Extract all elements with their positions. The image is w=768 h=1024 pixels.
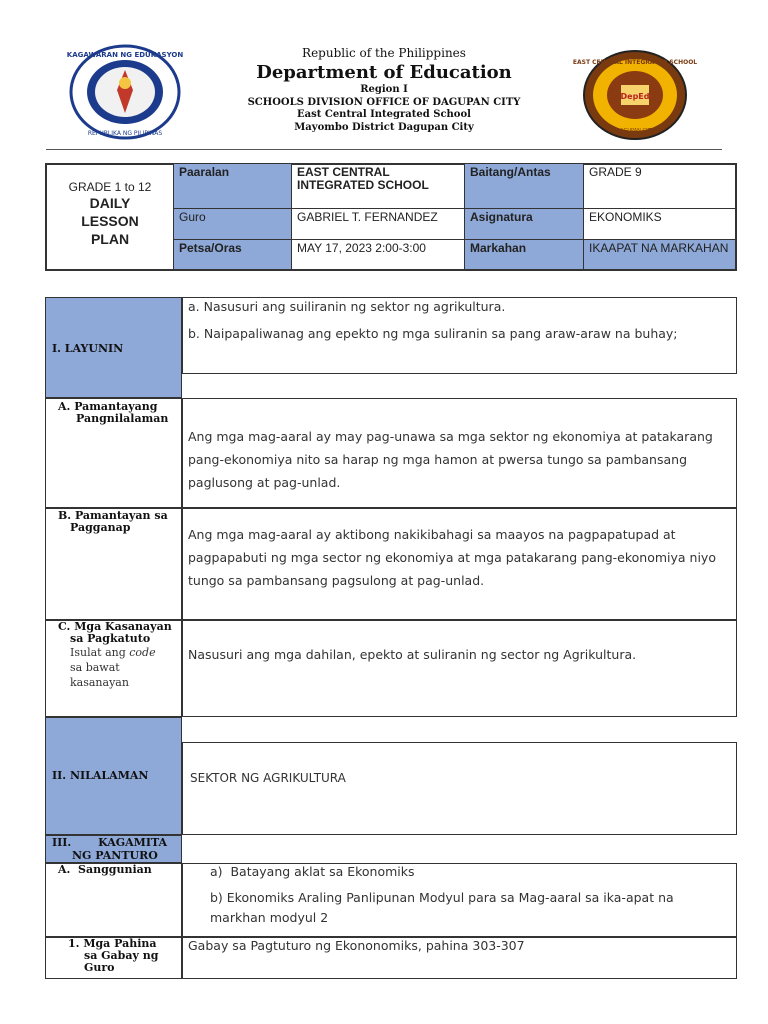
a-label-2: Pangnilalaman bbox=[76, 412, 169, 425]
nilalaman-text: SEKTOR NG AGRIKULTURA bbox=[190, 771, 346, 785]
pahina-label-3: Guro bbox=[84, 961, 115, 974]
dlp-title-3: PLAN bbox=[90, 231, 130, 247]
department-title: Department of Education bbox=[256, 62, 512, 83]
kagamitan-label-2: NG PANTURO bbox=[72, 849, 158, 862]
svg-text:DepEd: DepEd bbox=[620, 92, 650, 101]
b-label-1: B. Pamantayan sa bbox=[58, 509, 168, 522]
division-line: SCHOOLS DIVISION OFFICE OF DAGUPAN CITY bbox=[247, 97, 521, 108]
guro-label: Guro bbox=[173, 208, 291, 239]
school-line: East Central Integrated School bbox=[297, 109, 471, 120]
b-label-2: Pagganap bbox=[70, 521, 131, 534]
sanggunian-a: a) Batayang aklat sa Ekonomiks bbox=[210, 864, 415, 879]
c-label-2: sa Pagkatuto bbox=[70, 632, 151, 645]
republic-line: Republic of the Philippines bbox=[302, 46, 466, 60]
grade-range: GRADE 1 to 12 bbox=[68, 180, 152, 194]
layunin-b: b. Naipapaliwanag ang epekto ng mga suliranin sa pang araw-araw na buhay; bbox=[188, 326, 678, 341]
svg-text:REPUBLIKA NG PILIPINAS: REPUBLIKA NG PILIPINAS bbox=[87, 130, 163, 137]
petsa-value: MAY 17, 2023 2:00-3:00 bbox=[291, 239, 464, 269]
c-note-code: code bbox=[129, 646, 156, 659]
nilalaman-label: II. NILALAMAN bbox=[52, 769, 149, 782]
c-label-1: C. Mga Kasanayan bbox=[58, 620, 172, 633]
asignatura-value: EKONOMIKS bbox=[583, 208, 735, 239]
c-note-3: kasanayan bbox=[70, 676, 129, 689]
region-line: Region I bbox=[360, 84, 408, 95]
markahan-value: IKAAPAT NA MARKAHAN bbox=[583, 239, 735, 269]
b-text: Ang mga mag-aaral ay aktibong nakikibahagi sa maayos na pagpapatupad at pagpapabuti ng mga sector ng ekonomiya at mga patakarang pang-ekonomiya niyo tungo sa pambansang pagsulong at pag-unlad. bbox=[188, 527, 716, 588]
petsa-label: Petsa/Oras bbox=[173, 239, 291, 269]
a-text: Ang mga mag-aaral ay may pag-unawa sa mga sektor ng ekonomiya at patakarang pang-ekonomiya nito sa harap ng mga hamon at pwersa tungo sa pambansang paglusong at pag-unlad. bbox=[188, 429, 713, 490]
asignatura-label: Asignatura bbox=[464, 208, 583, 239]
c-note-2: sa bawat bbox=[70, 661, 120, 674]
deped-logo bbox=[66, 45, 184, 137]
c-note bbox=[70, 645, 156, 690]
pahina-text: Gabay sa Pagtuturo ng Ekononomiks, pahina 303-307 bbox=[188, 938, 525, 953]
dlp-title-2: LESSON bbox=[81, 213, 139, 229]
markahan-label: Markahan bbox=[464, 239, 583, 269]
c-text-box bbox=[182, 620, 737, 717]
layunin-label: I. LAYUNIN bbox=[52, 342, 124, 355]
c-note-1: Isulat ang bbox=[70, 646, 126, 659]
paaralan-label: Paaralan bbox=[173, 164, 291, 208]
svg-text:EAST CENTRAL INTEGRATED SCHOOL: EAST CENTRAL INTEGRATED SCHOOL bbox=[572, 59, 698, 66]
district-line: Mayombo District Dagupan City bbox=[294, 122, 474, 133]
baitang-label: Baitang/Antas bbox=[464, 164, 583, 208]
header-divider bbox=[46, 149, 722, 150]
school-logo bbox=[572, 50, 698, 140]
layunin-a: a. Nasusuri ang suiliranin ng sektor ng agrikultura. bbox=[188, 299, 506, 314]
pahina-label-1: 1. Mga Pahina bbox=[68, 937, 157, 950]
sanggunian-b: b) Ekonomiks Araling Panlipunan Modyul para sa Mag-aaral sa ika-apat na markhan modyul 2 bbox=[210, 890, 674, 925]
sanggunian-label: A. Sanggunian bbox=[58, 863, 152, 876]
pahina-label-2: sa Gabay ng bbox=[84, 949, 159, 962]
a-label-1: A. Pamantayang bbox=[58, 400, 158, 413]
guro-value: GABRIEL T. FERNANDEZ bbox=[291, 208, 464, 239]
dlp-title-1: DAILY bbox=[89, 195, 131, 211]
paaralan-value: EAST CENTRAL INTEGRATED SCHOOL bbox=[291, 164, 464, 208]
c-text: Nasusuri ang mga dahilan, epekto at suliranin ng sector ng Agrikultura. bbox=[188, 647, 637, 662]
kagamitan-label-1: III. KAGAMITA bbox=[52, 836, 168, 849]
svg-text:DAGUPAN CITY: DAGUPAN CITY bbox=[616, 128, 654, 134]
svg-text:KAGAWARAN NG EDUKASYON: KAGAWARAN NG EDUKASYON bbox=[66, 51, 184, 59]
baitang-value: GRADE 9 bbox=[583, 164, 735, 208]
